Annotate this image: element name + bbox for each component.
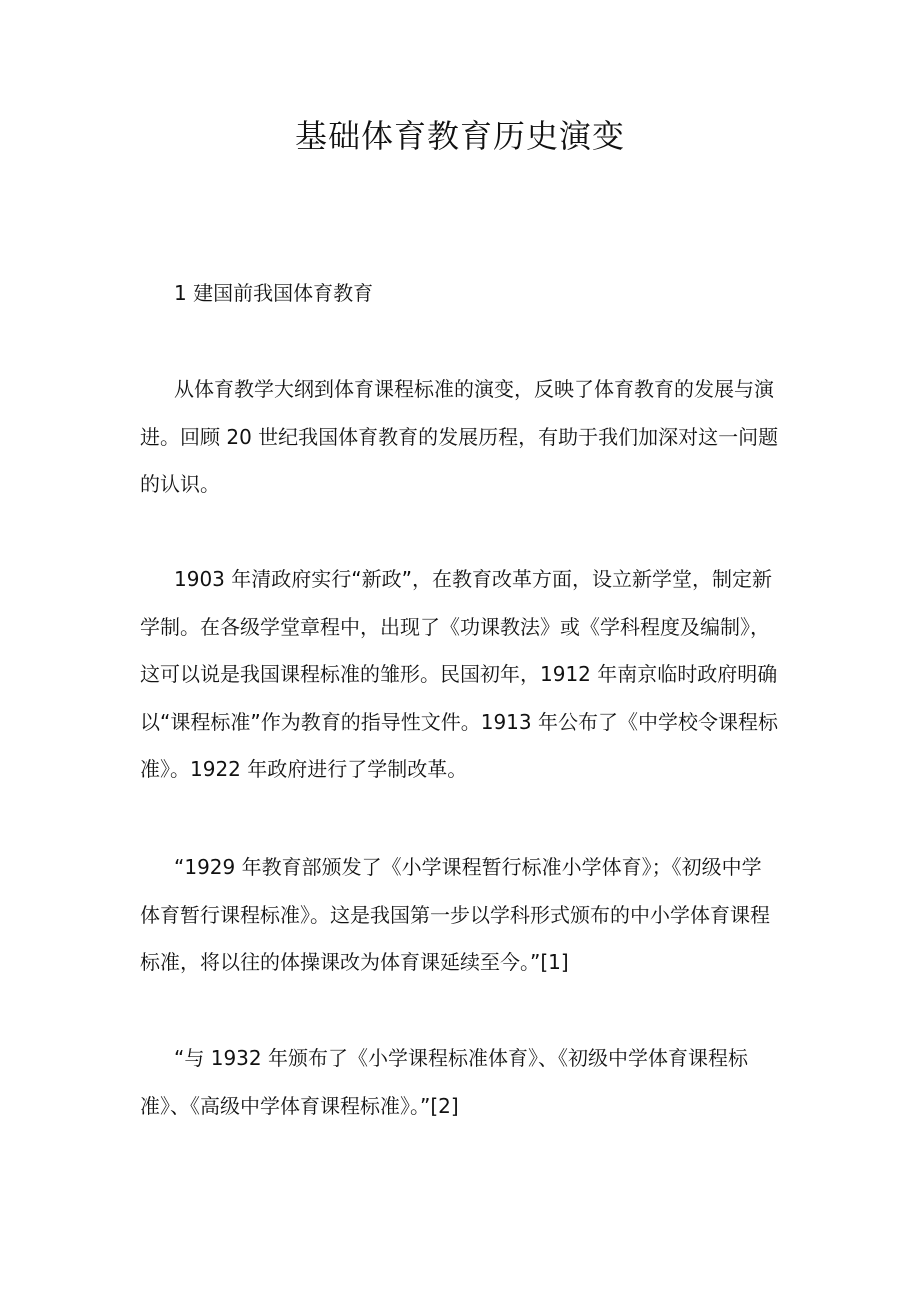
document-title: 基础体育教育历史演变 bbox=[294, 117, 625, 155]
paragraph-1932: “与 1932 年颁布了《小学课程标准体育》、《初级中学体育课程标准》、《高级中学体育课程标准》。”[2] bbox=[140, 1046, 748, 1118]
paragraph-intro: 从体育教学大纲到体育课程标准的演变，反映了体育教育的发展与演进。回顾 20 世纪我国体育教育的发展历程，有助于我们加深对这一问题的认识。 bbox=[140, 377, 779, 496]
section-heading: 1 建国前我国体育教育 bbox=[174, 281, 374, 305]
paragraph-1929: “1929 年教育部颁发了《小学课程暂行标准小学体育》；《初级中学体育暂行课程标准》。这是我国第一步以学科形式颁布的中小学体育课程标准，将以往的体操课改为体育课延续至今。”[1] bbox=[140, 855, 770, 974]
paragraph-1903: 1903 年清政府实行“新政”，在教育改革方面，设立新学堂，制定新学制。在各级学堂章程中，出现了《功课教法》或《学科程度及编制》，这可以说是我国课程标准的雏形。民国初年，1912 年南京临时政府明确以“课程标准”作为教育的指导性文件。1913 年公布了《中学校令课程标准》。1922 年政府进行了学制改革。 bbox=[140, 567, 778, 781]
